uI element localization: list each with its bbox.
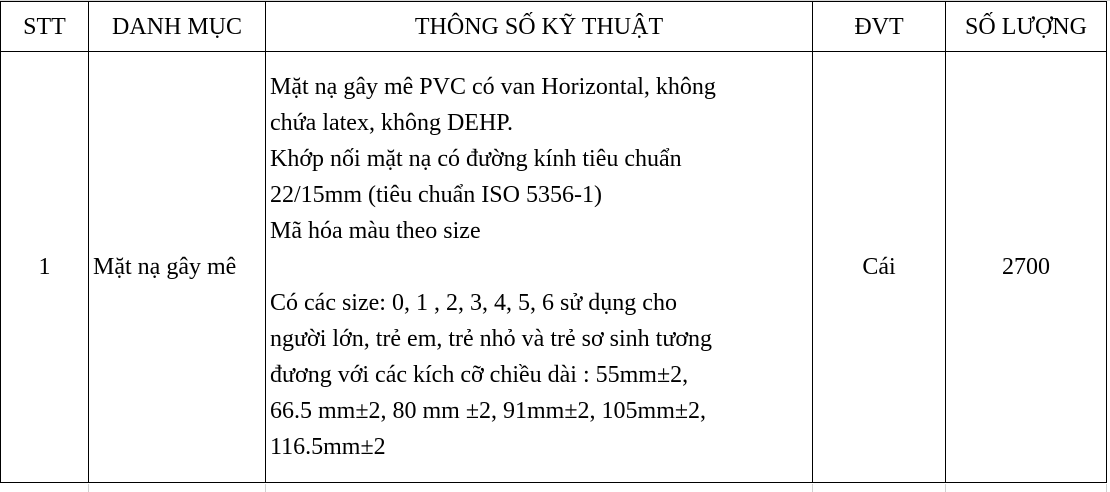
header-spec[interactable]: THÔNG SỐ KỸ THUẬT (266, 2, 813, 52)
gridline-stub (88, 484, 89, 492)
spec-line: đương với các kích cỡ chiều dài : 55mm±2, (270, 362, 689, 388)
gridline-stub (945, 484, 946, 492)
spec-line: Mã hóa màu theo size (270, 218, 481, 244)
spec-line: chứa latex, không DEHP. (270, 110, 513, 136)
header-category[interactable]: DANH MỤC (89, 2, 266, 52)
spec-line: Khớp nối mặt nạ có đường kính tiêu chuẩn (270, 146, 682, 172)
header-unit[interactable]: ĐVT (813, 2, 946, 52)
spec-blank-line (270, 249, 806, 285)
header-stt[interactable]: STT (1, 2, 89, 52)
spec-line: 116.5mm±2 (270, 434, 386, 460)
spec-line: người lớn, trẻ em, trẻ nhỏ và trẻ sơ sinh tương (270, 326, 713, 352)
gridline-stub (812, 484, 813, 492)
header-quantity[interactable]: SỐ LƯỢNG (946, 2, 1107, 52)
cell-unit[interactable]: Cái (813, 52, 946, 483)
spec-line: Mặt nạ gây mê PVC có van Horizontal, không (270, 74, 716, 100)
gridline-stub (265, 484, 266, 492)
spec-line: 66.5 mm±2, 80 mm ±2, 91mm±2, 105mm±2, (270, 398, 707, 424)
header-row (1, 2, 1107, 52)
cell-quantity[interactable]: 2700 (946, 52, 1107, 483)
spec-table (0, 1, 1107, 483)
spec-line: Có các size: 0, 1 , 2, 3, 4, 5, 6 sử dụng cho (270, 290, 677, 316)
cell-stt[interactable]: 1 (1, 52, 89, 483)
cell-spec[interactable] (266, 52, 813, 483)
cell-category[interactable]: Mặt nạ gây mê (89, 52, 266, 483)
spec-line: 22/15mm (tiêu chuẩn ISO 5356-1) (270, 182, 602, 208)
gridline-stub (1106, 484, 1107, 492)
table-row (1, 52, 1107, 483)
